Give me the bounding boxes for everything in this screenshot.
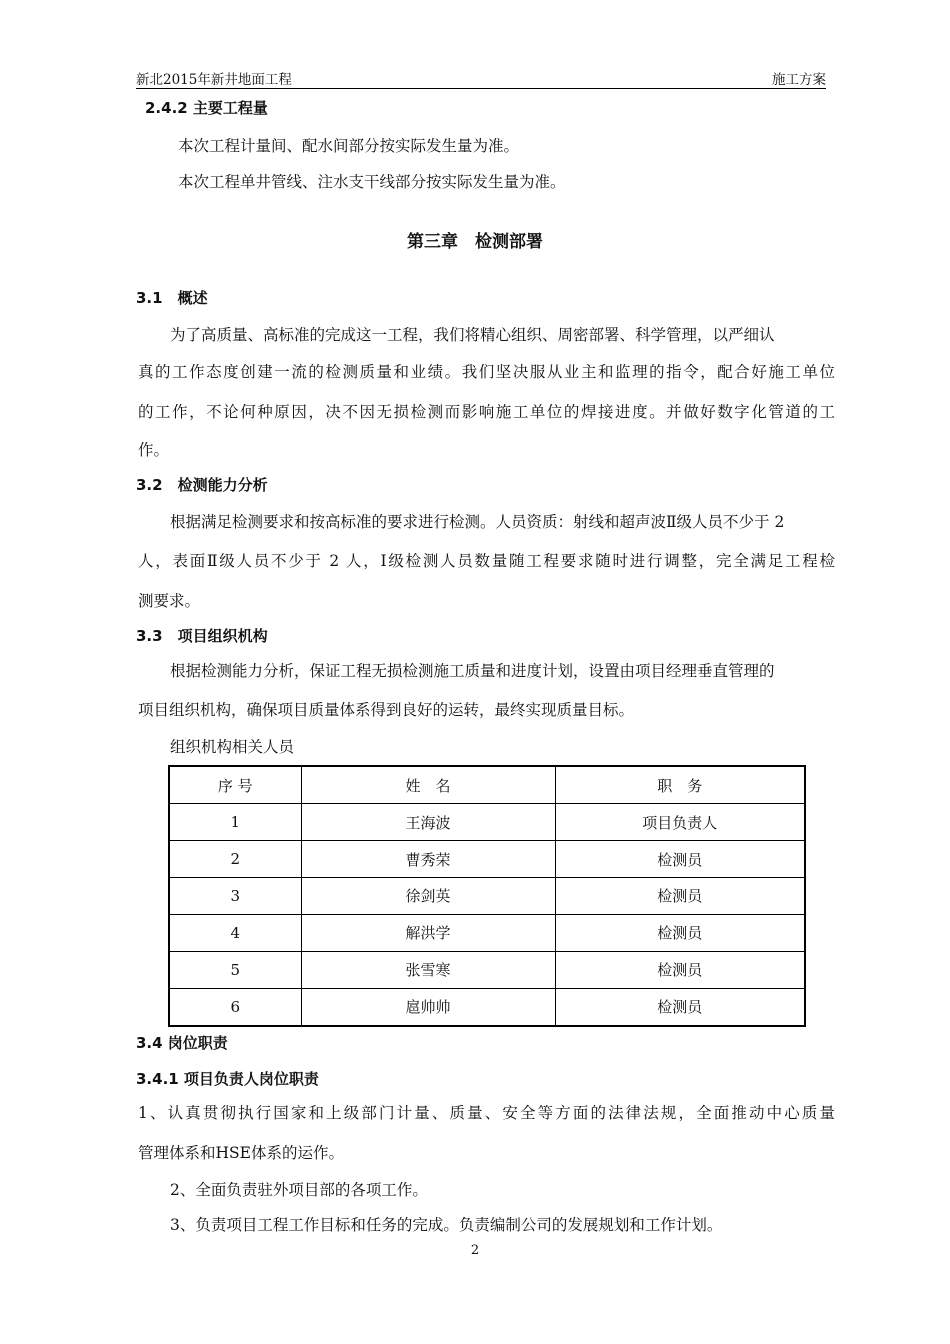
cell-index: 5 [169, 951, 301, 988]
paragraph-line: 作。 [138, 441, 170, 459]
paragraph-line: 真的工作态度创建一流的检测质量和业绩。我们坚决服从业主和监理的指令，配合好施工单位 [138, 363, 835, 381]
paragraph-line: 2、全面负责驻外项目部的各项工作。 [170, 1181, 428, 1199]
cell-role: 检测员 [555, 878, 805, 915]
paragraph-line: 测要求。 [138, 592, 201, 610]
cell-index: 4 [169, 914, 301, 951]
heading-3-4-1: 3.4.1 项目负责人岗位职责 [136, 1070, 319, 1088]
cell-role: 项目负责人 [555, 804, 805, 841]
table-row [169, 951, 805, 988]
table-row [169, 804, 805, 841]
paragraph-line: 1、认真贯彻执行国家和上级部门计量、质量、安全等方面的法律法规，全面推动中心质量 [138, 1104, 835, 1122]
paragraph-line: 3、负责项目工程工作目标和任务的完成。负责编制公司的发展规划和工作计划。 [170, 1216, 723, 1234]
heading-3-1: 3.1 概述 [136, 289, 208, 307]
column-header-name: 姓 名 [301, 766, 555, 804]
table-row [169, 914, 805, 951]
cell-index: 1 [169, 804, 301, 841]
cell-role: 检测员 [555, 988, 805, 1026]
page-header [136, 66, 826, 89]
heading-3-4: 3.4 岗位职责 [136, 1034, 228, 1052]
table-row [169, 878, 805, 915]
chapter-title: 第三章 检测部署 [407, 232, 543, 252]
cell-index: 6 [169, 988, 301, 1026]
cell-role: 检测员 [555, 841, 805, 878]
header-doc-type: 施工方案 [772, 72, 826, 88]
heading-3-3: 3.3 项目组织机构 [136, 627, 268, 645]
cell-name: 曹秀荣 [301, 841, 555, 878]
cell-index: 2 [169, 841, 301, 878]
paragraph-line: 根据满足检测要求和按高标准的要求进行检测。人员资质：射线和超声波Ⅱ级人员不少于 2 [170, 513, 785, 531]
cell-name: 解洪学 [301, 914, 555, 951]
table-header-row [169, 766, 805, 804]
header-project-name: 新北2015年新井地面工程 [136, 72, 292, 88]
cell-name: 王海波 [301, 804, 555, 841]
heading-3-2: 3.2 检测能力分析 [136, 476, 268, 494]
heading-2-4-2: 2.4.2 主要工程量 [145, 99, 268, 117]
paragraph-line: 本次工程单井管线、注水支干线部分按实际发生量为准。 [178, 173, 566, 191]
cell-role: 检测员 [555, 914, 805, 951]
cell-name: 张雪寒 [301, 951, 555, 988]
paragraph-line: 本次工程计量间、配水间部分按实际发生量为准。 [178, 137, 520, 155]
table-row [169, 988, 805, 1026]
paragraph-line: 的工作，不论何种原因，决不因无损检测而影响施工单位的焊接进度。并做好数字化管道的工 [138, 403, 835, 421]
column-header-index: 序 号 [169, 766, 301, 804]
staff-table [168, 765, 806, 1027]
table-row [169, 841, 805, 878]
paragraph-line: 项目组织机构，确保项目质量体系得到良好的运转，最终实现质量目标。 [138, 701, 635, 719]
paragraph-line: 为了高质量、高标准的完成这一工程，我们将精心组织、周密部署、科学管理，以严细认 [170, 326, 775, 344]
page-number: 2 [470, 1243, 480, 1258]
cell-name: 扈帅帅 [301, 988, 555, 1026]
paragraph-line: 管理体系和HSE体系的运作。 [138, 1144, 344, 1162]
cell-name: 徐剑英 [301, 878, 555, 915]
paragraph-line: 根据检测能力分析，保证工程无损检测施工质量和进度计划，设置由项目经理垂直管理的 [170, 662, 775, 680]
cell-role: 检测员 [555, 951, 805, 988]
cell-index: 3 [169, 878, 301, 915]
table-caption: 组织机构相关人员 [170, 738, 295, 756]
column-header-role: 职 务 [555, 766, 805, 804]
paragraph-line: 人，表面Ⅱ级人员不少于 2 人，Ⅰ级检测人员数量随工程要求随时进行调整，完全满足工程检 [138, 552, 835, 570]
